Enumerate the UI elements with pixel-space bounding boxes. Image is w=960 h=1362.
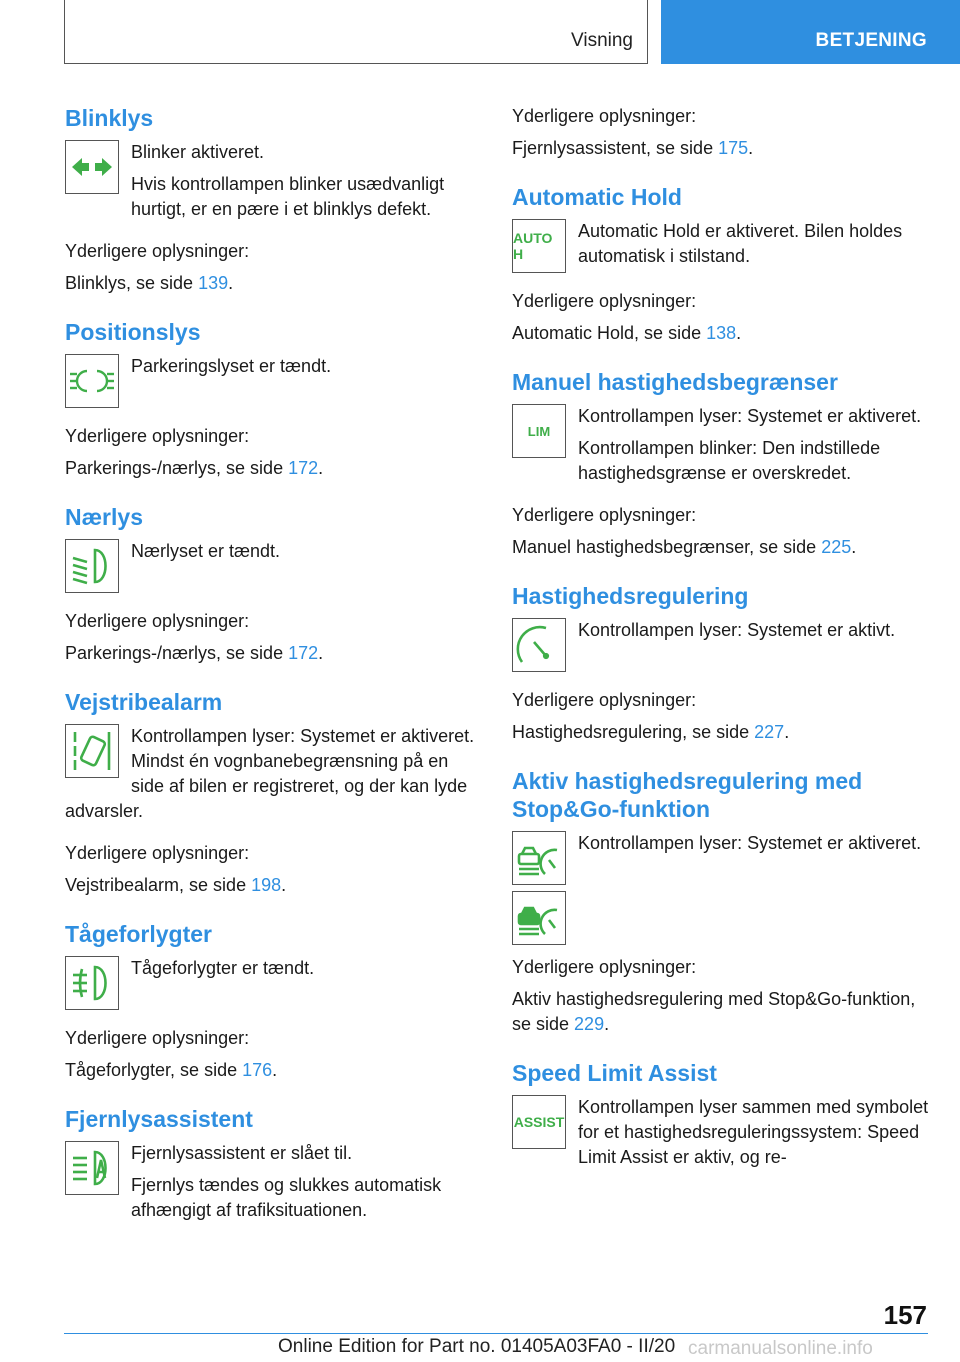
indicator-description: Kontrollampen lyser: Systemet er aktiveret. [578, 406, 922, 426]
indicator-text: AUTO H [513, 230, 553, 262]
page-reference: Vejstribealarm, se side 198. [65, 875, 287, 895]
page-reference: Hastighedsregulering, se side 227. [512, 722, 790, 742]
chapter-tab[interactable] [661, 0, 960, 64]
parking-light-icon [65, 354, 119, 408]
footer-divider-right [864, 1333, 928, 1334]
more-info-label: Yderligere oplysninger: [512, 291, 697, 311]
auto-hold-icon [512, 219, 566, 273]
turn-signal-icon [65, 140, 119, 194]
header-box [64, 0, 648, 64]
indicator-description: Nærlyset er tændt. [131, 541, 281, 561]
indicator-description: Hvis kontrollampen blinker usædvanligt hurtigt, er en pære i et blinklys defekt. [131, 174, 445, 219]
indicator-description: Kontrollampen lyser: Systemet er aktiveret. [578, 833, 922, 853]
more-info-label: Yderligere oplysninger: [65, 241, 250, 261]
more-info-label: Yderligere oplysninger: [65, 426, 250, 446]
indicator-description: Tågeforlygter er tændt. [131, 958, 315, 978]
page-reference: Tågeforlygter, se side 176. [65, 1060, 278, 1080]
high-beam-assist-icon [65, 1141, 119, 1195]
indicator-description: Kontrollampen blinker: Den indstillede hastighedsgrænse er overskredet. [578, 438, 881, 483]
indicator-description: Blinker aktiveret. [131, 142, 265, 162]
section-heading: Manuel hastighedsbegrænser [512, 369, 838, 395]
more-info-label: Yderligere oplysninger: [512, 690, 697, 710]
section-heading: Fjernlysassistent [65, 1106, 253, 1132]
section-heading: Speed Limit Assist [512, 1060, 717, 1086]
footer-divider [64, 1333, 864, 1334]
section-heading: Tågeforlygter [65, 921, 212, 947]
left-column [65, 96, 485, 1230]
page-link[interactable]: 172 [288, 643, 319, 663]
edition-text: Online Edition for Part no. 01405A03FA0 - II/20 [278, 1336, 676, 1357]
section-label: Visning [571, 30, 633, 51]
speed-limiter-icon [512, 404, 566, 458]
watermark: carmanualsonline.info [688, 1338, 873, 1359]
section-heading: Positionslys [65, 319, 201, 345]
more-info-label: Yderligere oplysninger: [512, 957, 697, 977]
page-reference: Aktiv hastighedsregulering med Stop&Go-funktion, se side 229. [512, 989, 916, 1034]
cruise-control-icon [512, 618, 566, 672]
section-heading: Blinklys [65, 105, 154, 131]
more-info-label: Yderligere oplysninger: [512, 106, 697, 126]
page-reference: Automatic Hold, se side 138. [512, 323, 742, 343]
more-info-label: Yderligere oplysninger: [65, 1028, 250, 1048]
indicator-description: Parkeringslyset er tændt. [131, 356, 332, 376]
page-link[interactable]: 198 [251, 875, 282, 895]
page-link[interactable]: 139 [198, 273, 229, 293]
page-link[interactable]: 225 [821, 537, 852, 557]
page-reference: Parkerings-/nærlys, se side 172. [65, 458, 324, 478]
section-heading: Hastighedsregulering [512, 583, 749, 609]
section-heading: Aktiv hastighedsregulering med Stop&Go-funktion [512, 768, 863, 822]
page-link[interactable]: 172 [288, 458, 319, 478]
page-reference: Parkerings-/nærlys, se side 172. [65, 643, 324, 663]
page-reference: Blinklys, se side 139. [65, 273, 234, 293]
speed-limit-assist-icon [512, 1095, 566, 1149]
indicator-description: Automatic Hold er aktiveret. Bilen holdes automatisk i stilstand. [578, 221, 903, 266]
acc-stop-go-active-icon [512, 891, 566, 945]
section-heading: Automatic Hold [512, 184, 682, 210]
indicator-text: ASSIST [513, 1114, 565, 1130]
chapter-tab-label: BETJENING [815, 30, 927, 51]
page-reference: Fjernlysassistent, se side 175. [512, 138, 754, 158]
page-reference: Manuel hastighedsbegrænser, se side 225. [512, 537, 857, 557]
fog-light-icon [65, 956, 119, 1010]
more-info-label: Yderligere oplysninger: [512, 505, 697, 525]
page-link[interactable]: 229 [574, 1014, 605, 1034]
indicator-description: Kontrollampen lyser: Systemet er aktivt. [578, 620, 896, 640]
acc-stop-go-icon [512, 831, 566, 885]
section-heading: Vejstribealarm [65, 689, 223, 715]
lane-departure-icon [65, 724, 119, 778]
low-beam-icon [65, 539, 119, 593]
indicator-description: Kontrollampen lyser sammen med symbolet for et hastighedsreguleringssystem: Speed Limit Assist er aktiv, og re- [578, 1097, 929, 1167]
indicator-description: Fjernlysassistent er slået til. [131, 1143, 353, 1163]
more-info-label: Yderligere oplysninger: [65, 843, 250, 863]
right-column [512, 96, 932, 1177]
indicator-text: LIM [527, 423, 551, 439]
page-link[interactable]: 138 [706, 323, 737, 343]
more-info-label: Yderligere oplysninger: [65, 611, 250, 631]
page-link[interactable]: 175 [718, 138, 749, 158]
section-heading: Nærlys [65, 504, 143, 530]
page-number: 157 [883, 1300, 927, 1330]
page-link[interactable]: 176 [242, 1060, 273, 1080]
page-link[interactable]: 227 [754, 722, 785, 742]
indicator-description: Fjernlys tændes og slukkes automatisk afhængigt af trafiksituationen. [131, 1175, 442, 1220]
indicator-description: Kontrollampen lyser: Systemet er aktiveret. Mindst én vognbanebegrænsning på en side af bilen er registreret, og der kan lyde advarsler. [65, 726, 475, 821]
